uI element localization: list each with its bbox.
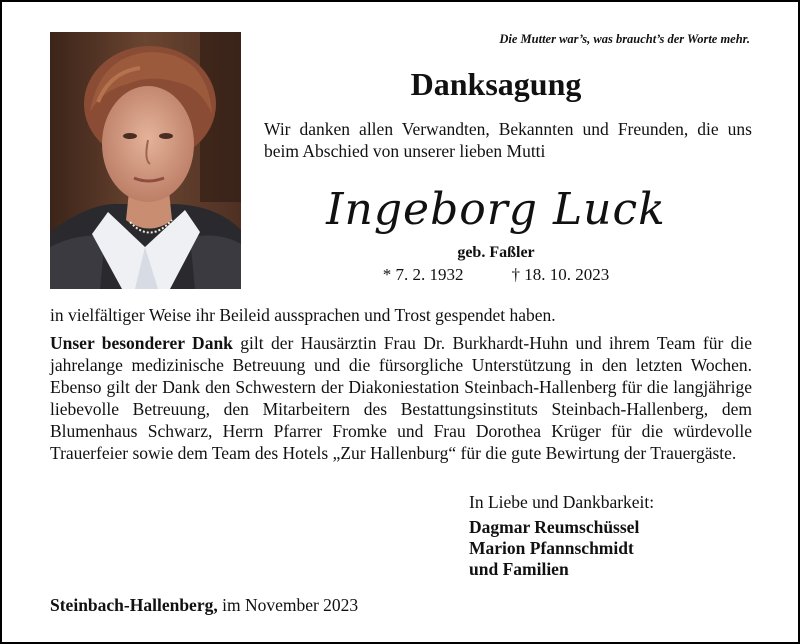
condolence-line: in vielfältiger Weise ihr Beileid aussprachen und Trost gespendet haben. — [50, 305, 556, 325]
place-date — [50, 594, 358, 616]
life-dates — [242, 264, 750, 286]
death-date: † 18. 10. 2023 — [511, 265, 610, 284]
signatories — [469, 517, 639, 580]
thanks-body: gilt der Hausärztin Frau Dr. Burkhardt-Huhn und ihrem Team für die jahrelange medizinische Betreuung und die fürsorgliche Unterstützung in den letzten Wochen. Ebenso gilt der Dank den Schwestern der Diakoniestation Steinbach-Hallenberg für die langjährige liebevolle Betreuung, den Mitarbeitern des Bestattungsinstituts Steinbach-Hallenberg, dem Blumenhaus Schwarz, Herrn Pfarrer Fromke und Frau Dorothea Krüger für die würdevolle Trauerfeier sowie dem Team des Hotels „Zur Hallenburg“ für die gute Bewirtung der Trauergäste. — [50, 333, 753, 463]
notice-heading: Danksagung — [410, 66, 582, 102]
closing-phrase: In Liebe und Dankbarkeit: — [469, 492, 655, 512]
portrait-photo — [50, 32, 241, 289]
signatory: und Familien — [469, 559, 569, 579]
thanks-paragraph — [50, 332, 752, 464]
thanks-lead: Unser besonderer Dank — [50, 333, 233, 353]
maiden-name: geb. Faßler — [457, 244, 535, 261]
signatory: Marion Pfannschmidt — [469, 538, 634, 558]
birth-date: * 7. 2. 1932 — [382, 265, 464, 284]
intro-text: Wir danken allen Verwandten, Bekannten und Freunden, die uns beim Abschied von unserer lieben Mutti — [264, 119, 752, 161]
deceased-name: Ingeborg Luck — [326, 184, 666, 235]
place: Steinbach-Hallenberg, — [50, 595, 218, 615]
date: im November 2023 — [217, 595, 359, 615]
signatory: Dagmar Reumschüssel — [469, 517, 640, 537]
motto: Die Mutter war’s, was braucht’s der Worte mehr. — [499, 32, 750, 46]
